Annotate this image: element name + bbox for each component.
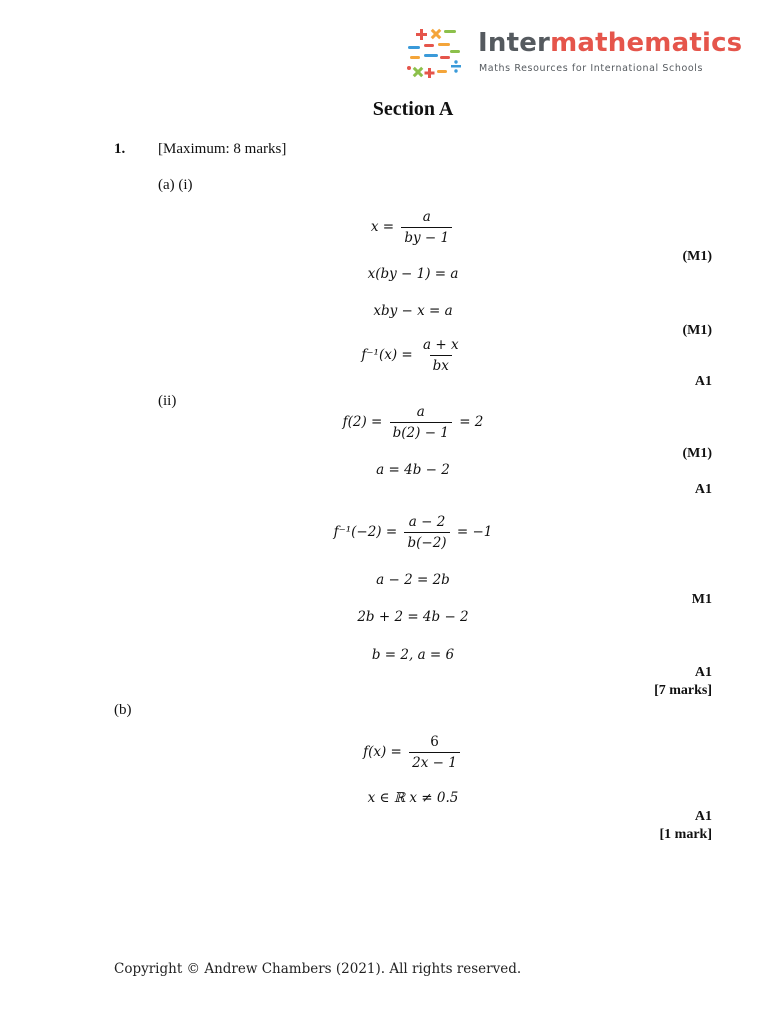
logo-title-part-2: mathematics [550, 28, 743, 58]
mark-label: A1 [694, 809, 712, 824]
part-b-label: (b) [114, 702, 132, 718]
equation-inverse-function [0, 337, 768, 374]
equation-lhs: f(2) = [342, 414, 383, 430]
equation-lhs: f⁻¹(x) = [361, 347, 413, 363]
fraction [390, 404, 452, 441]
denominator: by − 1 [401, 227, 452, 246]
section-title: Section A [372, 98, 454, 120]
fraction [409, 734, 460, 771]
colorful-math-symbols-icon [406, 26, 462, 80]
denominator: b(2) − 1 [390, 422, 452, 441]
numerator: a [422, 209, 431, 225]
mark-label: A1 [694, 665, 712, 680]
equation-f-of-x [0, 734, 768, 771]
mark-label: M1 [691, 592, 712, 607]
marks-total: [7 marks] [654, 683, 712, 698]
equation-lhs: f(x) = [363, 744, 402, 760]
equation-line: 2b + 2 = 4b − 2 [357, 609, 469, 625]
equation-rhs: = −1 [456, 524, 493, 540]
fraction [404, 514, 449, 551]
mark-label: (M1) [682, 249, 712, 264]
part-a-ii-label: (ii) [158, 393, 177, 409]
question-maximum-marks: [Maximum: 8 marks] [158, 141, 287, 157]
denominator: b(−2) [404, 532, 449, 551]
equation-line: a − 2 = 2b [376, 572, 450, 588]
fraction [420, 337, 462, 374]
copyright-footer: Copyright © Andrew Chambers (2021). All rights reserved. [114, 961, 522, 977]
mark-label: (M1) [682, 446, 712, 461]
part-a-i-label: (a) (i) [158, 177, 193, 193]
equation-rhs: = 2 [459, 414, 484, 430]
numerator: a [416, 404, 425, 420]
numerator: a − 2 [408, 514, 446, 530]
question-number: 1. [114, 141, 126, 157]
equation-line: x(by − 1) = a [367, 266, 459, 282]
marks-total: [1 mark] [659, 827, 712, 842]
equation-line: b = 2, a = 6 [371, 647, 455, 663]
logo-title [478, 28, 742, 58]
equation-lhs: x = [370, 219, 395, 235]
mark-label: (M1) [682, 323, 712, 338]
equation-x-equals-fraction [0, 209, 768, 246]
mark-label: A1 [694, 482, 712, 497]
denominator: bx [430, 355, 452, 374]
denominator: 2x − 1 [409, 752, 460, 771]
equation-f-of-2 [0, 404, 768, 441]
equation-line: a = 4b − 2 [376, 462, 450, 478]
mark-label: A1 [694, 374, 712, 389]
intermathematics-logo [406, 26, 743, 80]
numerator: a + x [423, 337, 459, 353]
equation-inverse-at-minus-2 [0, 514, 768, 551]
equation-domain: x ∈ ℝ x ≠ 0.5 [367, 790, 459, 806]
equation-lhs: f⁻¹(−2) = [333, 524, 398, 540]
equation-line: xby − x = a [373, 303, 453, 319]
logo-subtitle: Maths Resources for International Schools [479, 63, 704, 74]
numerator: 6 [430, 734, 439, 750]
fraction [401, 209, 452, 246]
logo-title-part-1: Inter [478, 28, 551, 58]
